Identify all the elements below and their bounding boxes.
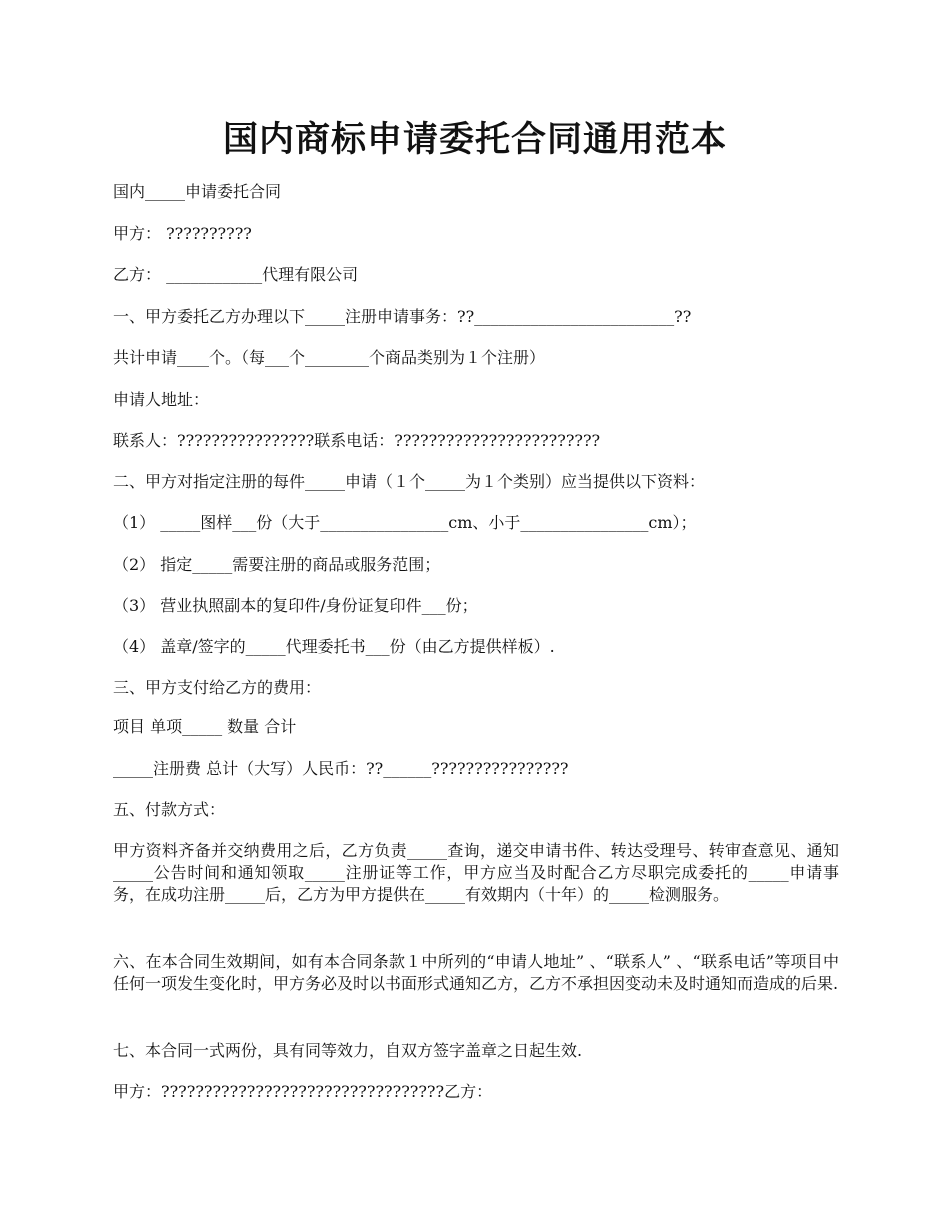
clause-3-line: 三、甲方支付给乙方的费用： (113, 678, 322, 697)
material-item-1: （1） _____图样___份（大于________________cm、小于________________cm）； (113, 513, 697, 532)
clause-1-line: 一、甲方委托乙方办理以下_____注册申请事务：??_________________________?? (113, 307, 692, 326)
clause-5-heading: 五、付款方式： (113, 800, 226, 819)
party-a-line: 甲方： ?????????? (113, 224, 252, 243)
party-b-line: 乙方： ____________代理有限公司 (113, 265, 359, 284)
document-title: 国内商标申请委托合同通用范本 (222, 119, 727, 160)
application-count-line: 共计申请____个。（每___个________个商品类别为１个注册） (113, 348, 546, 367)
clause-2-line: 二、甲方对指定注册的每件_____申请（１个_____为１个类别）应当提供以下资料： (113, 472, 706, 491)
material-item-4: （4） 盖章/签字的_____代理委托书___份（由乙方提供样板）. (113, 637, 555, 656)
material-item-3: （3） 营业执照副本的复印件/身份证复印件___份； (113, 596, 478, 615)
clause-7-line: 七、本合同一式两份，具有同等效力，自双方签字盖章之日起生效. (113, 1041, 583, 1060)
contact-line: 联系人：????????????????联系电话：???????????????????????? (113, 431, 601, 450)
material-item-2: （2） 指定_____需要注册的商品或服务范围； (113, 555, 441, 574)
clause-6-paragraph: 六、在本合同生效期间，如有本合同条款１中所列的“申请人地址” 、“联系人” 、“联系电话”等项目中任何一项发生变化时，甲方务必及时以书面形式通知乙方，乙方不承担因变动未及时通知而造成的后果. (113, 952, 839, 993)
signature-line: 甲方：?????????????????????????????????乙方： (113, 1082, 493, 1101)
fee-total-line: _____注册费 总计（大写）人民币：??______???????????????? (113, 759, 569, 778)
payment-paragraph: 甲方资料齐备并交纳费用之后，乙方负责_____查询，递交申请书件、转达受理号、转审查意见、通知_____公告时间和通知领取_____注册证等工作，甲方应当及时配合乙方尽职完成委托的_____申请事务，在成功注册_____后，乙方为甲方提供在_____有效期内（十年）的_____检测服务。 (113, 841, 839, 904)
fee-header-line: 项目 单项_____ 数量 合计 (113, 717, 297, 736)
contract-name-line: 国内_____申请委托合同 (113, 182, 282, 201)
applicant-address-line: 申请人地址： (113, 390, 210, 409)
